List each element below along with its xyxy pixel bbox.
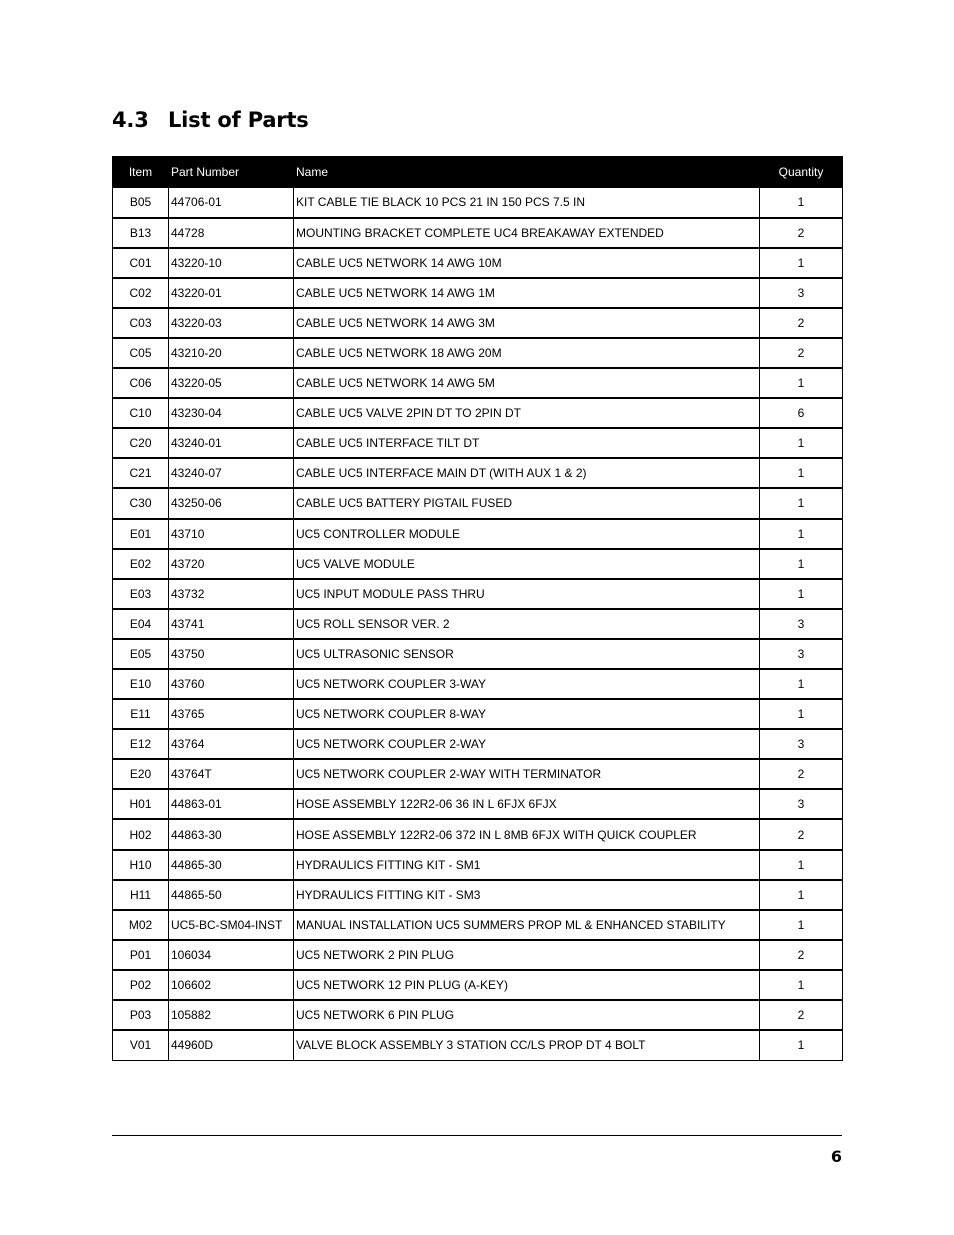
cell-part-number: 43720 (169, 549, 294, 579)
cell-item: E01 (113, 519, 169, 549)
cell-name: UC5 ULTRASONIC SENSOR (294, 639, 760, 669)
cell-item: H11 (113, 880, 169, 910)
header-quantity: Quantity (760, 157, 843, 188)
section-title: List of Parts (168, 108, 309, 132)
table-row (113, 880, 843, 910)
cell-part-number: 43765 (169, 699, 294, 729)
cell-name: UC5 NETWORK 2 PIN PLUG (294, 940, 760, 970)
table-row (113, 549, 843, 579)
table-row (113, 699, 843, 729)
cell-item: E20 (113, 759, 169, 789)
cell-quantity: 3 (760, 729, 843, 759)
table-row (113, 759, 843, 789)
table-row (113, 428, 843, 458)
cell-part-number: 43741 (169, 609, 294, 639)
table-row (113, 519, 843, 549)
cell-quantity: 3 (760, 789, 843, 819)
cell-quantity: 1 (760, 519, 843, 549)
cell-quantity: 1 (760, 188, 843, 218)
cell-quantity: 2 (760, 759, 843, 789)
cell-part-number: 43764T (169, 759, 294, 789)
cell-item: B13 (113, 218, 169, 248)
cell-quantity: 1 (760, 549, 843, 579)
table-row (113, 218, 843, 248)
section-heading (112, 108, 309, 132)
cell-name: CABLE UC5 INTERFACE MAIN DT (WITH AUX 1 & 2) (294, 458, 760, 488)
cell-quantity: 1 (760, 368, 843, 398)
cell-quantity: 1 (760, 248, 843, 278)
cell-quantity: 2 (760, 218, 843, 248)
cell-name: UC5 VALVE MODULE (294, 549, 760, 579)
table-row (113, 458, 843, 488)
page-number: 6 (830, 1147, 842, 1166)
cell-name: UC5 ROLL SENSOR VER. 2 (294, 609, 760, 639)
cell-item: E02 (113, 549, 169, 579)
section-number: 4.3 (112, 108, 149, 132)
table-row (113, 819, 843, 849)
cell-part-number: 43220-01 (169, 278, 294, 308)
header-row (113, 157, 843, 188)
cell-item: M02 (113, 910, 169, 940)
table-row (113, 398, 843, 428)
cell-item: C03 (113, 308, 169, 338)
cell-quantity: 1 (760, 488, 843, 518)
cell-part-number: 43220-03 (169, 308, 294, 338)
header-item: Item (113, 157, 169, 188)
cell-quantity: 2 (760, 819, 843, 849)
header-name: Name (294, 157, 760, 188)
cell-item: E11 (113, 699, 169, 729)
cell-quantity: 2 (760, 940, 843, 970)
cell-item: H01 (113, 789, 169, 819)
cell-quantity: 3 (760, 639, 843, 669)
cell-name: MANUAL INSTALLATION UC5 SUMMERS PROP ML & ENHANCED STABILITY (294, 910, 760, 940)
footer-rule (112, 1135, 842, 1136)
cell-item: C20 (113, 428, 169, 458)
cell-name: HOSE ASSEMBLY 122R2-06 372 IN L 8MB 6FJX WITH QUICK COUPLER (294, 819, 760, 849)
cell-part-number: 44865-50 (169, 880, 294, 910)
table-row (113, 308, 843, 338)
cell-name: UC5 NETWORK 12 PIN PLUG (A-KEY) (294, 970, 760, 1000)
cell-quantity: 1 (760, 669, 843, 699)
parts-table (112, 156, 843, 1061)
table-row (113, 248, 843, 278)
cell-quantity: 2 (760, 308, 843, 338)
table-row (113, 338, 843, 368)
header-part-number: Part Number (169, 157, 294, 188)
table-row (113, 729, 843, 759)
table-row (113, 1030, 843, 1060)
cell-part-number: 43732 (169, 579, 294, 609)
cell-part-number: 43710 (169, 519, 294, 549)
cell-item: C05 (113, 338, 169, 368)
cell-quantity: 1 (760, 1030, 843, 1060)
table-row (113, 488, 843, 518)
cell-quantity: 1 (760, 458, 843, 488)
table-row (113, 639, 843, 669)
table-row (113, 669, 843, 699)
cell-part-number: 43764 (169, 729, 294, 759)
cell-item: B05 (113, 188, 169, 218)
cell-quantity: 1 (760, 699, 843, 729)
parts-table-header (113, 157, 843, 188)
cell-name: UC5 INPUT MODULE PASS THRU (294, 579, 760, 609)
parts-table-body (113, 188, 843, 1061)
cell-part-number: UC5-BC-SM04-INST (169, 910, 294, 940)
cell-name: CABLE UC5 VALVE 2PIN DT TO 2PIN DT (294, 398, 760, 428)
cell-item: C01 (113, 248, 169, 278)
cell-item: C21 (113, 458, 169, 488)
cell-name: KIT CABLE TIE BLACK 10 PCS 21 IN 150 PCS 7.5 IN (294, 188, 760, 218)
cell-name: CABLE UC5 NETWORK 14 AWG 3M (294, 308, 760, 338)
cell-quantity: 2 (760, 1000, 843, 1030)
table-row (113, 579, 843, 609)
cell-item: P03 (113, 1000, 169, 1030)
cell-name: CABLE UC5 NETWORK 14 AWG 10M (294, 248, 760, 278)
cell-name: VALVE BLOCK ASSEMBLY 3 STATION CC/LS PROP DT 4 BOLT (294, 1030, 760, 1060)
cell-quantity: 1 (760, 970, 843, 1000)
cell-quantity: 6 (760, 398, 843, 428)
cell-part-number: 43240-07 (169, 458, 294, 488)
table-row (113, 368, 843, 398)
table-row (113, 970, 843, 1000)
cell-quantity: 2 (760, 338, 843, 368)
cell-item: E10 (113, 669, 169, 699)
cell-part-number: 43250-06 (169, 488, 294, 518)
cell-part-number: 44865-30 (169, 850, 294, 880)
table-row (113, 850, 843, 880)
cell-part-number: 43230-04 (169, 398, 294, 428)
cell-quantity: 3 (760, 278, 843, 308)
cell-name: UC5 NETWORK COUPLER 2-WAY WITH TERMINATOR (294, 759, 760, 789)
table-row (113, 940, 843, 970)
cell-quantity: 1 (760, 428, 843, 458)
cell-part-number: 44728 (169, 218, 294, 248)
cell-name: UC5 NETWORK 6 PIN PLUG (294, 1000, 760, 1030)
cell-item: H10 (113, 850, 169, 880)
cell-item: C06 (113, 368, 169, 398)
cell-quantity: 1 (760, 579, 843, 609)
cell-name: CABLE UC5 NETWORK 14 AWG 5M (294, 368, 760, 398)
cell-name: HYDRAULICS FITTING KIT - SM3 (294, 880, 760, 910)
table-row (113, 789, 843, 819)
cell-name: HYDRAULICS FITTING KIT - SM1 (294, 850, 760, 880)
cell-item: H02 (113, 819, 169, 849)
cell-part-number: 43750 (169, 639, 294, 669)
cell-name: CABLE UC5 NETWORK 14 AWG 1M (294, 278, 760, 308)
cell-quantity: 1 (760, 910, 843, 940)
cell-part-number: 43220-05 (169, 368, 294, 398)
cell-part-number: 44960D (169, 1030, 294, 1060)
cell-item: E03 (113, 579, 169, 609)
cell-quantity: 1 (760, 880, 843, 910)
cell-name: CABLE UC5 BATTERY PIGTAIL FUSED (294, 488, 760, 518)
cell-item: V01 (113, 1030, 169, 1060)
cell-item: E12 (113, 729, 169, 759)
cell-part-number: 106602 (169, 970, 294, 1000)
cell-part-number: 44706-01 (169, 188, 294, 218)
cell-item: P02 (113, 970, 169, 1000)
cell-quantity: 3 (760, 609, 843, 639)
cell-item: E04 (113, 609, 169, 639)
table-row (113, 910, 843, 940)
cell-item: E05 (113, 639, 169, 669)
cell-item: C10 (113, 398, 169, 428)
cell-part-number: 43240-01 (169, 428, 294, 458)
cell-part-number: 43220-10 (169, 248, 294, 278)
cell-part-number: 43210-20 (169, 338, 294, 368)
cell-item: C30 (113, 488, 169, 518)
cell-part-number: 44863-30 (169, 819, 294, 849)
cell-item: P01 (113, 940, 169, 970)
cell-part-number: 43760 (169, 669, 294, 699)
table-row (113, 1000, 843, 1030)
cell-name: CABLE UC5 NETWORK 18 AWG 20M (294, 338, 760, 368)
cell-name: UC5 NETWORK COUPLER 3-WAY (294, 669, 760, 699)
cell-name: UC5 NETWORK COUPLER 8-WAY (294, 699, 760, 729)
cell-name: HOSE ASSEMBLY 122R2-06 36 IN L 6FJX 6FJX (294, 789, 760, 819)
table-row (113, 278, 843, 308)
cell-name: CABLE UC5 INTERFACE TILT DT (294, 428, 760, 458)
cell-name: UC5 NETWORK COUPLER 2-WAY (294, 729, 760, 759)
cell-quantity: 1 (760, 850, 843, 880)
table-row (113, 609, 843, 639)
cell-item: C02 (113, 278, 169, 308)
cell-part-number: 44863-01 (169, 789, 294, 819)
cell-part-number: 106034 (169, 940, 294, 970)
cell-name: MOUNTING BRACKET COMPLETE UC4 BREAKAWAY EXTENDED (294, 218, 760, 248)
cell-part-number: 105882 (169, 1000, 294, 1030)
cell-name: UC5 CONTROLLER MODULE (294, 519, 760, 549)
table-row (113, 188, 843, 218)
